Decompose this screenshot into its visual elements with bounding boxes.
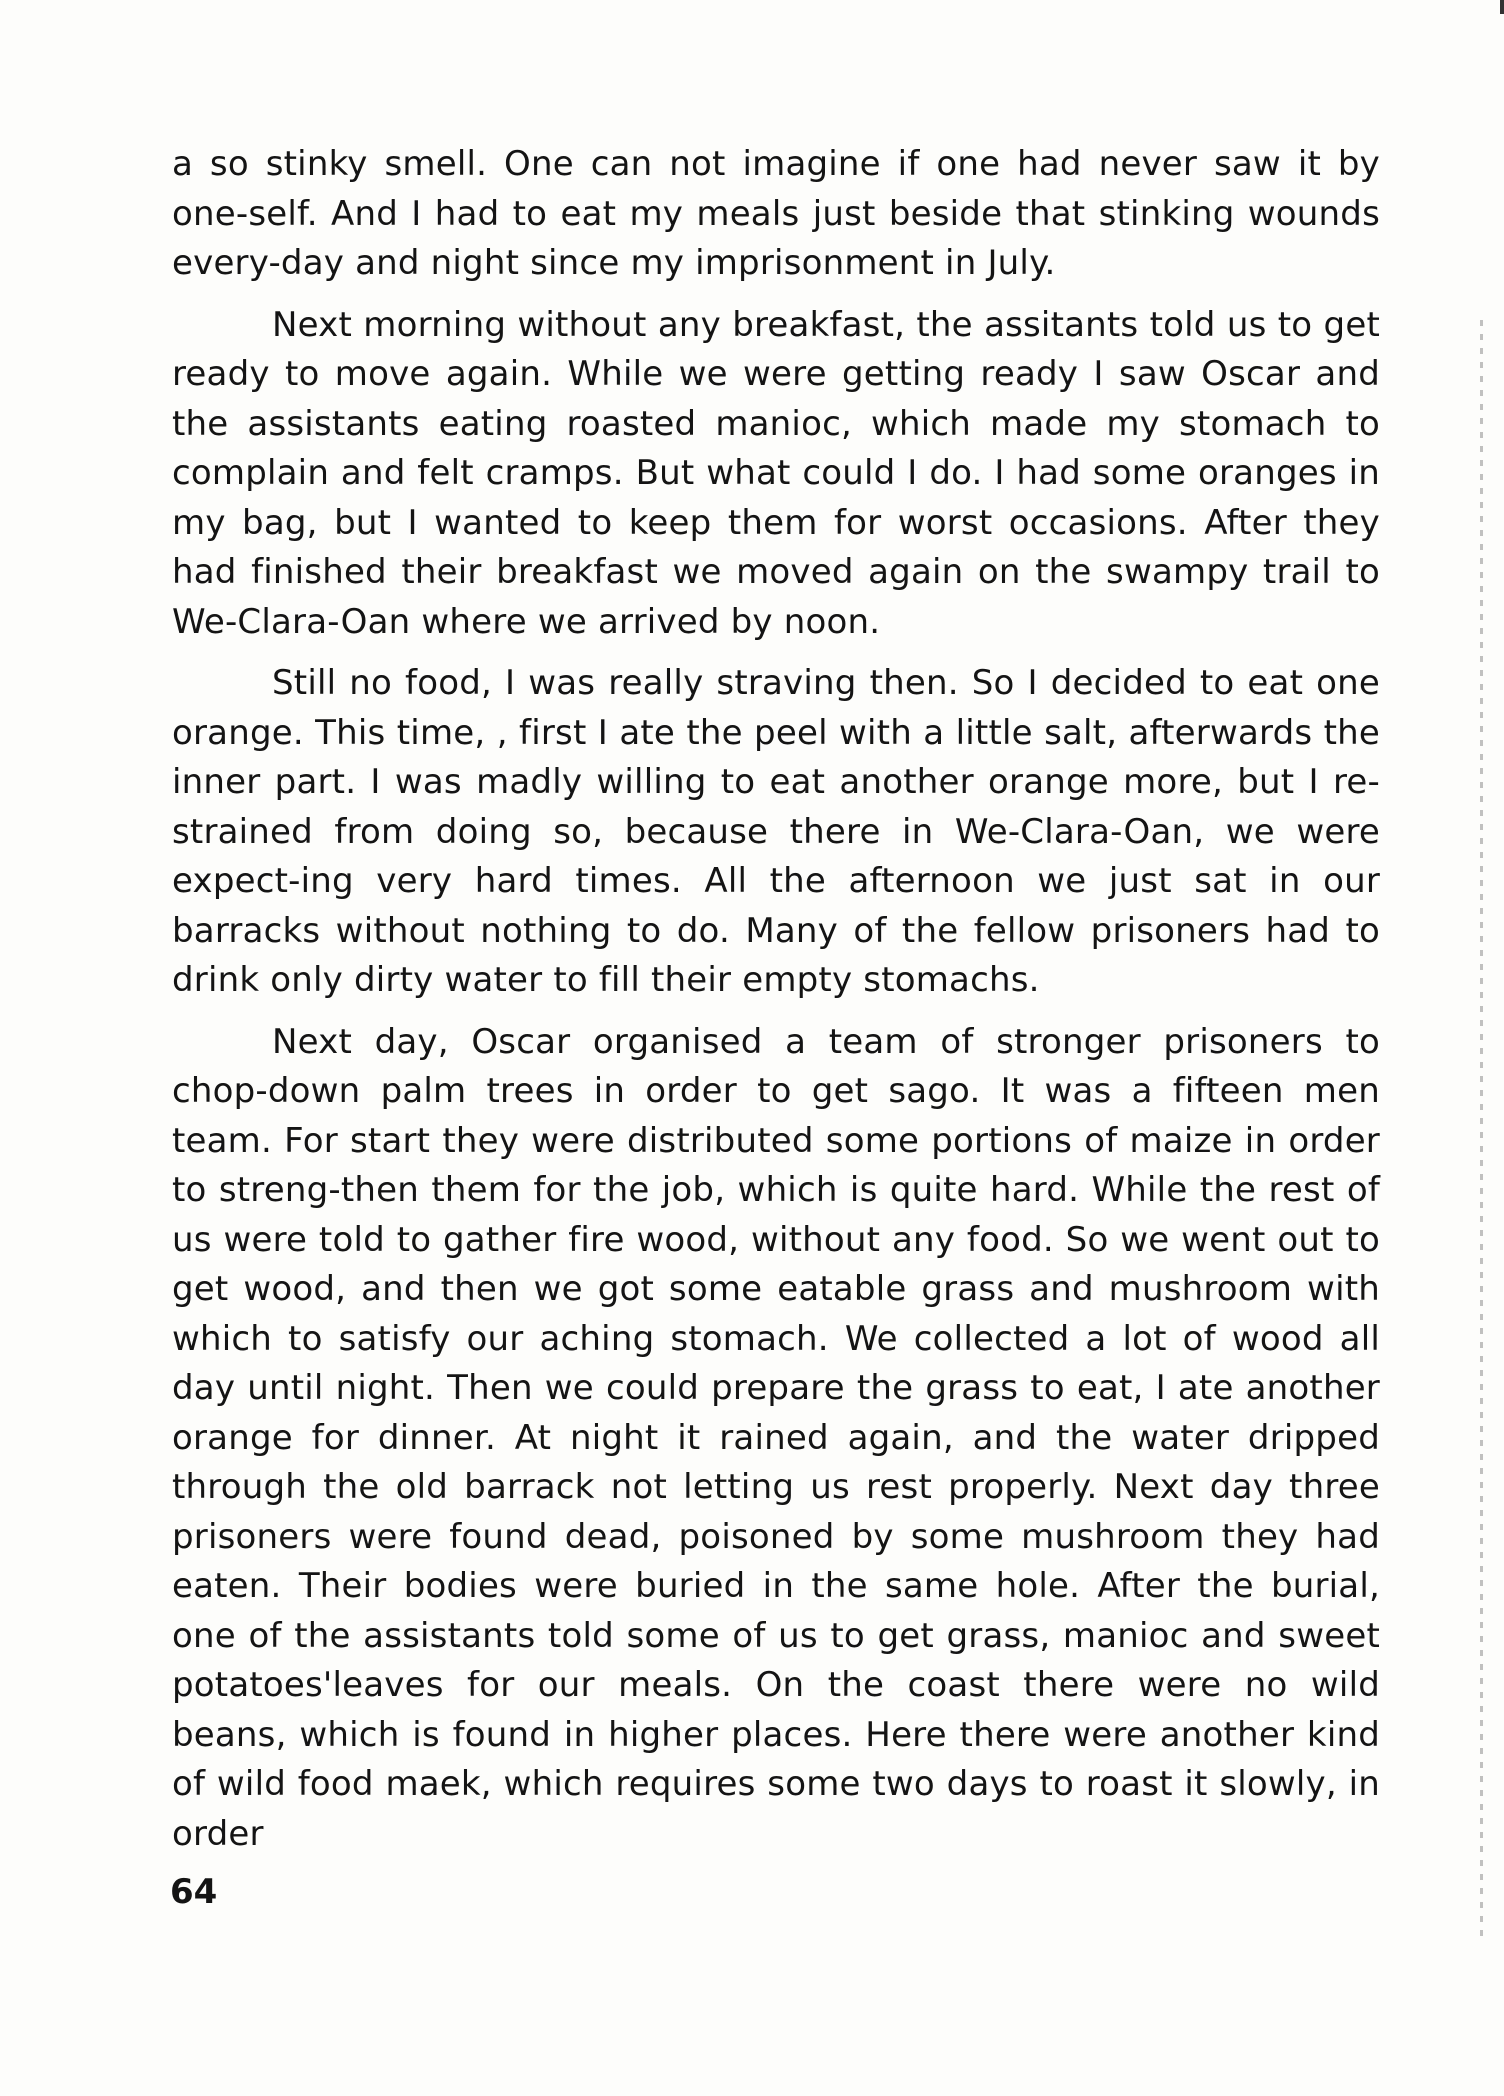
paragraph-1: a so stinky smell. One can not imagine if one had never saw it by one-self. And I had to eat my meals just beside that stinking wounds every-day and night since my imprisonment in July. [172, 144, 1380, 283]
binding-shadow [1480, 320, 1483, 1940]
paragraph-4: Next day, Oscar organised a team of stronger prisoners to chop-down palm trees in order to get sago. It was a fifteen men team. For start they were distributed some portions of maize in order to streng-then them for the job, which is quite hard. While the rest of us were told to gather fire wood, without any food. So we went out to get wood, and then we got some eatable grass and mushroom with which to satisfy our aching stomach. We collected a lot of wood all day until night. Then we could prepare the grass to eat, I ate another orange for dinner. At night it rained again, and the water dripped through the old barrack not letting us rest properly. Next day three prisoners were found dead, poisoned by some mushroom they had eaten. Their bodies were buried in the same hole. After the burial, one of the assistants told some of us to get grass, manioc and sweet potatoes'leaves for our meals. On the coast there were no wild beans, which is found in higher places. Here there were another kind of wild food maek, which requires some two days to roast it slowly, in order [172, 1021, 1380, 1854]
scan-edge-mark [1500, 0, 1504, 14]
paragraph-3: Still no food, I was really straving then. So I decided to eat one orange. This time, , first I ate the peel with a little salt, afterwards the inner part. I was madly willing to eat another orange more, but I re-strained from doing so, because there in We-Clara-Oan, we were expect-ing very hard times. All the afternoon we just sat in our barracks without nothing to do. Many of the fellow prisoners had to drink only dirty water to fill their empty stomachs. [172, 663, 1380, 1000]
paragraph-2: Next morning without any breakfast, the assitants told us to get ready to move again. While we were getting ready I saw Oscar and the assistants eating roasted manioc, which made my stomach to complain and felt cramps. But what could I do. I had some oranges in my bag, but I wanted to keep them for worst occasions. After they had finished their breakfast we moved again on the swampy trail to We-Clara-Oan where we arrived by noon. [172, 304, 1380, 642]
body-text [172, 140, 1380, 1859]
page-number: 64 [170, 1872, 218, 1912]
